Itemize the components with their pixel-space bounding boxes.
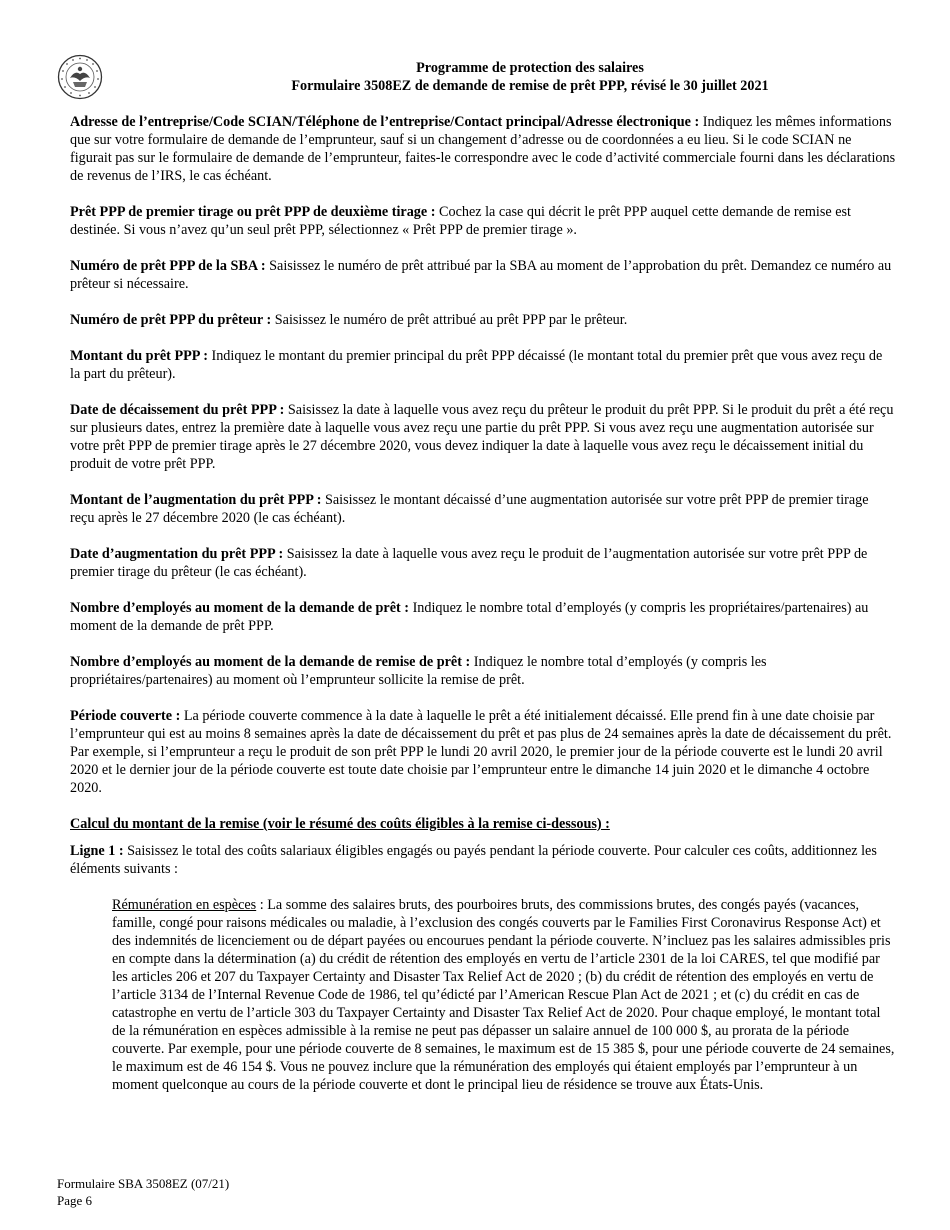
paragraph-text: Saisissez le numéro de prêt attribué au prêt PPP par le prêteur. (271, 312, 628, 328)
sba-seal-logo (57, 54, 103, 100)
cash-compensation-label: Rémunération en espèces (112, 897, 257, 913)
instruction-paragraph (70, 311, 896, 329)
instruction-paragraph (70, 653, 896, 689)
paragraph-text: La période couverte commence à la date à laquelle le prêt a été initialement décaissé. Elle prend fin à une date choisie par l’emprunteur qui est au moins 8 semaines après la date de décaissement du prêt et pas plus de 24 semaines après la date de décaissement du prêt. Par exemple, si l’emprunteur a reçu le produit de son prêt PPP le lundi 20 avril 2020, le premier jour de la période couverte est le lundi 20 avril 2020 et le dernier jour de la période couverte est toute date choisie par l’emprunteur entre le dimanche 14 juin 2020 et le dimanche 4 octobre 2020. (70, 708, 892, 796)
instruction-paragraph (70, 707, 896, 797)
paragraph-label: Montant du prêt PPP : (70, 348, 208, 364)
instruction-paragraph (70, 203, 896, 239)
page-header (120, 59, 940, 95)
paragraph-text: Saisissez la date à laquelle vous avez reçu le produit de l’augmentation autorisée sur votre prêt PPP de premier tirage du prêteur (le cas échéant). (70, 546, 868, 580)
paragraph-text: Saisissez le numéro de prêt attribué par la SBA au moment de l’approbation du prêt. Demandez ce numéro au prêteur si nécessaire. (70, 258, 892, 292)
cash-compensation-text: : La somme des salaires bruts, des pourboires bruts, des commissions brutes, des congés payés (vacances, famille, congé pour raisons médicales ou maladie, à l’exclusion des congés couverts par le Families First Coronavirus Response Act) et des indemnités de licenciement ou de départ payées ou encourues pendant la période couverte. N’incluez pas les salaires admissibles pris en compte dans la détermination (a) du crédit de rétention des employés en vertu de l’article 2301 de la loi CARES, tel que modifié par les articles 206 et 207 du Taxpayer Certainty and Disaster Tax Relief Act de 2020 ; (b) du crédit de rétention des employés en vertu de l’article 3134 de l’Internal Revenue Code de 1986, tel qu’édicté par l’American Rescue Plan Act de 2021 ; et (c) du crédit en cas de catastrophe en vertu de l’article 303 du Taxpayer Certainty and Disaster Tax Relief Act de 2020. Pour chaque employé, le montant total de la rémunération en espèces admissible à la remise ne peut pas dépasser un salaire annuel de 100 000 $, au prorata de la période couverte. Par exemple, pour une période couverte de 8 semaines, le maximum est de 15 385 $, pour une période couverte de 24 semaines, le maximum est de 46 154 $. Vous ne pouvez inclure que la rémunération des employés qui étaient employés par l’emprunteur à un moment quelconque au cours de la période couverte et dont le principal lieu de résidence se trouve aux États-Unis. (112, 897, 895, 1093)
instruction-paragraph (70, 401, 896, 473)
line1-label: Ligne 1 : (70, 843, 124, 859)
form-title: Formulaire 3508EZ de demande de remise de prêt PPP, révisé le 30 juillet 2021 (291, 78, 769, 94)
line1-paragraph (70, 842, 896, 878)
line1-text: Saisissez le total des coûts salariaux éligibles engagés ou payés pendant la période couverte. Pour calculer ces coûts, additionnez les éléments suivants : (70, 843, 877, 877)
form-identifier: Formulaire SBA 3508EZ (07/21) (57, 1176, 230, 1191)
program-title: Programme de protection des salaires (416, 60, 644, 76)
paragraph-label: Période couverte : (70, 708, 181, 724)
paragraph-label: Numéro de prêt PPP de la SBA : (70, 258, 266, 274)
instruction-paragraph (70, 545, 896, 581)
instructions-body (70, 113, 896, 1094)
paragraph-text: Saisissez le montant décaissé d’une augmentation autorisée sur votre prêt PPP de premier tirage reçu après le 27 décembre 2020 (le cas échéant). (70, 492, 869, 526)
paragraph-text: Cochez la case qui décrit le prêt PPP auquel cette demande de remise est destinée. Si vous n’avez qu’un seul prêt PPP, sélectionnez « Prêt PPP de premier tirage ». (70, 204, 851, 238)
instruction-paragraph (70, 113, 896, 185)
paragraph-label: Numéro de prêt PPP du prêteur : (70, 312, 272, 328)
page-footer (57, 1175, 229, 1209)
paragraph-label: Montant de l’augmentation du prêt PPP : (70, 492, 322, 508)
paragraph-text: Saisissez la date à laquelle vous avez reçu du prêteur le produit du prêt PPP. Si le produit du prêt a été reçu sur plusieurs dates, entrez la première date à laquelle vous avez reçu une partie du prêt PPP. Si vous avez reçu une augmentation autorisée sur votre prêt PPP de premier tirage après le 27 décembre 2020, vous devez indiquer la date à laquelle vous avez reçu le décaissement initial du produit de votre prêt PPP. (70, 402, 894, 472)
paragraph-label: Date d’augmentation du prêt PPP : (70, 546, 284, 562)
instruction-paragraph (70, 347, 896, 383)
paragraph-text: Indiquez le nombre total d’employés (y compris les propriétaires/partenaires) au moment de la demande de prêt PPP. (70, 600, 869, 634)
paragraph-label: Nombre d’employés au moment de la demande de prêt : (70, 600, 410, 616)
paragraph-label: Date de décaissement du prêt PPP : (70, 402, 285, 418)
calc-section-title: Calcul du montant de la remise (voir le résumé des coûts éligibles à la remise ci-dessous) : (70, 816, 610, 832)
paragraph-text: Indiquez les mêmes informations que sur votre formulaire de demande de l’emprunteur, sauf si un changement d’adresse ou de coordonnées a eu lieu. Si le code SCIAN ne figurait pas sur le formulaire de demande de l’emprunteur, faites-le correspondre avec le code d’activité commerciale fourni dans les déclarations de revenus de l’IRS, le cas échéant. (70, 114, 896, 184)
paragraph-text: Indiquez le montant du premier principal du prêt PPP décaissé (le montant total du premier prêt que vous avez reçu de la part du prêteur). (70, 348, 883, 382)
paragraph-label: Nombre d’employés au moment de la demande de remise de prêt : (70, 654, 471, 670)
instruction-paragraph (70, 599, 896, 635)
paragraph-label: Prêt PPP de premier tirage ou prêt PPP de deuxième tirage : (70, 204, 436, 220)
instruction-paragraph (70, 491, 896, 527)
paragraph-label: Adresse de l’entreprise/Code SCIAN/Téléphone de l’entreprise/Contact principal/Adresse électronique : (70, 114, 700, 130)
cash-compensation-paragraph (112, 896, 896, 1094)
paragraph-text: Indiquez le nombre total d’employés (y compris les propriétaires/partenaires) au moment où l’emprunteur sollicite la remise de prêt. (70, 654, 767, 688)
page-number: Page 6 (57, 1193, 93, 1208)
instruction-paragraph (70, 257, 896, 293)
